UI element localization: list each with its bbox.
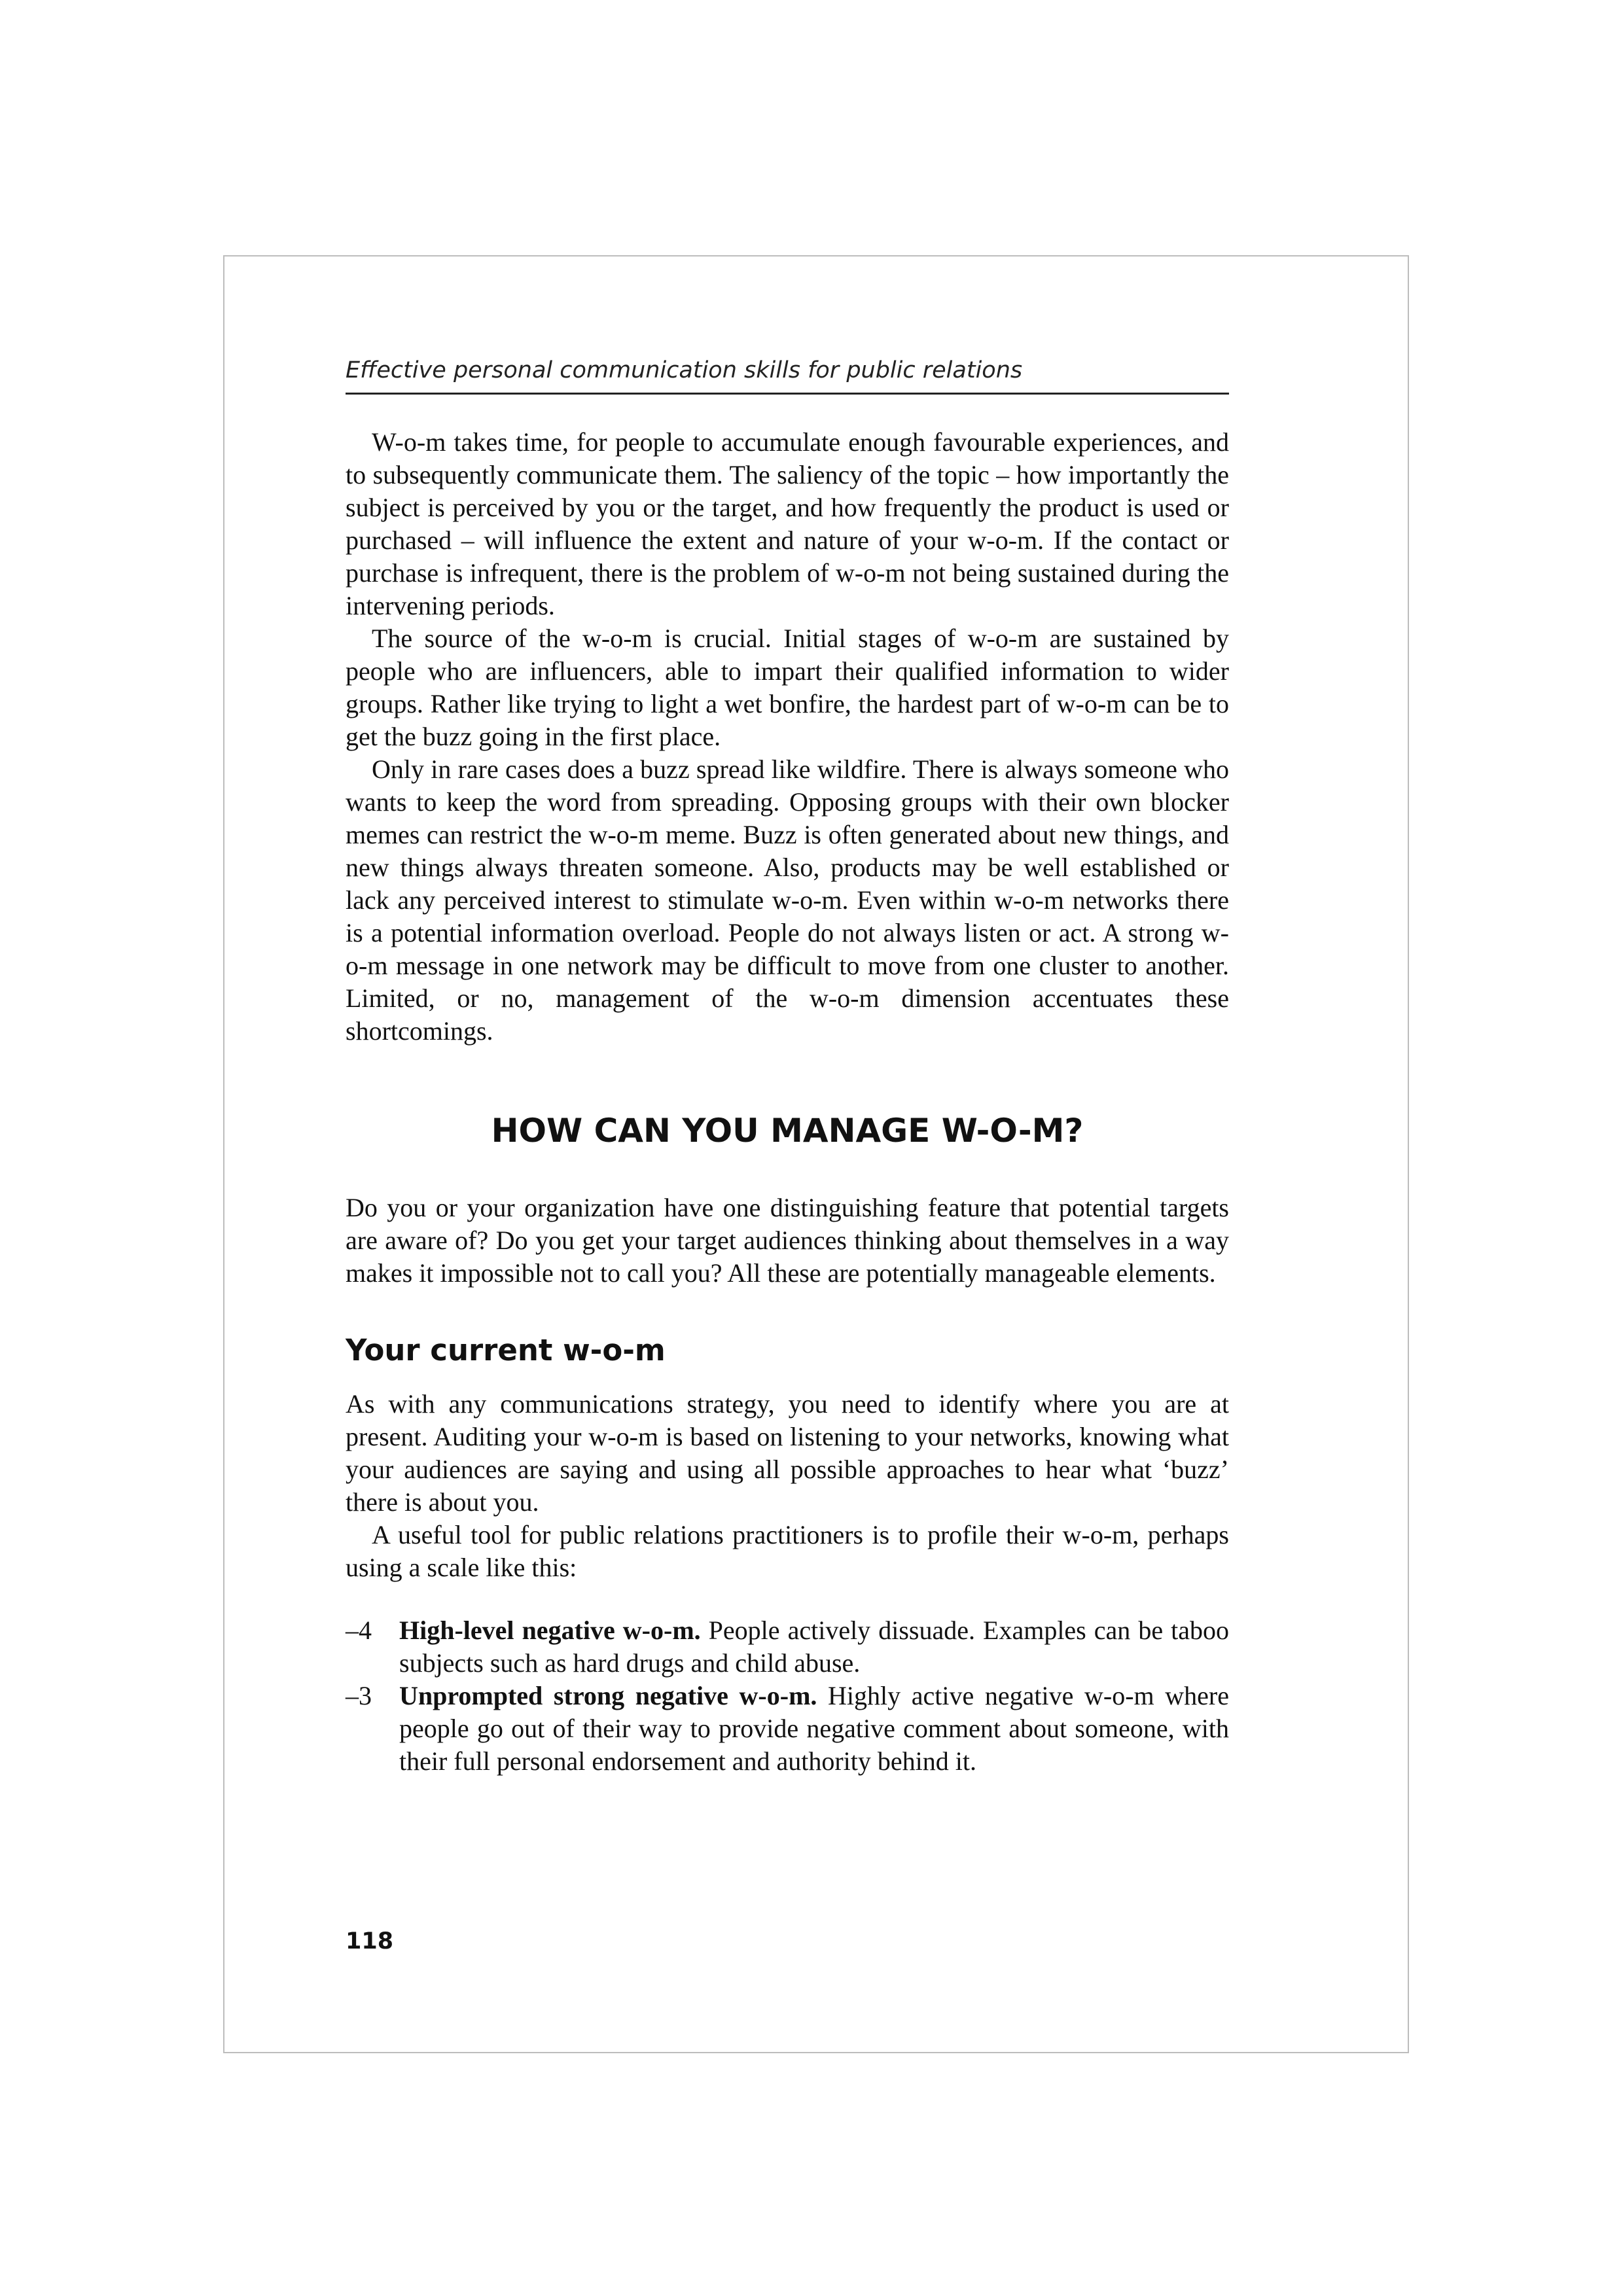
running-head: Effective personal communication skills for public relations [346,351,1229,395]
paragraph: As with any communications strategy, you need to identify where you are at present. Auditing your w-o-m is based on listening to your networks, knowing what your audiences are saying and using all possible approaches to hear what ‘buzz’ there is about you. [346,1389,1229,1517]
page-number: 118 [346,1928,394,1954]
scale-number: –3 [346,1681,372,1710]
subheading: Your current w-o-m [346,1333,666,1368]
scale-description [399,1614,1229,1680]
body-text-top [346,426,1229,1048]
page-content [346,351,1229,1778]
paragraph: W-o-m takes time, for people to accumulate enough favourable experiences, and to subsequently communicate them. The saliency of the topic – how importantly the subject is perceived by you or the target, and how frequently the product is used or purchased – will influence the extent and nature of your w-o-m. If the contact or purchase is infrequent, there is the problem of w-o-m not being sustained during the intervening periods. [346,427,1229,620]
section-intro-paragraph: Do you or your organization have one distinguishing feature that potential targets are aware of? Do you get your target audiences thinking about themselves in a way makes it impossible not to call you? All these are potentially manageable elements. [346,1193,1229,1288]
scale-term: High-level negative w-o-m. [399,1616,701,1645]
scale-term: Unprompted strong negative w-o-m. [399,1681,817,1710]
section-heading: HOW CAN YOU MANAGE W-O-M? [491,1112,1084,1150]
wom-scale-list [346,1614,1229,1778]
scale-term-text: Highly active negative w-o-m where people go out of their way to provide negative comment about someone, with their full personal endorsement and authority behind it. [399,1681,1229,1776]
scale-description [399,1680,1229,1778]
scale-item [346,1614,1229,1680]
scale-item [346,1680,1229,1778]
paragraph: Only in rare cases does a buzz spread like wildfire. There is always someone who wants to keep the word from spreading. Opposing groups with their own blocker memes can restrict the w-o-m meme. Buzz is often generated about new things, and new things always threaten someone. Also, products may be well established or lack any perceived interest to stimulate w-o-m. Even within w-o-m networks there is a potential information overload. People do not always listen or act. A strong w-o-m message in one network may be difficult to move from one cluster to another. Limited, or no, management of the w-o-m dimension accentuates these shortcomings. [346,754,1229,1046]
scale-term-text: People actively dissuade. Examples can be taboo subjects such as hard drugs and child abuse. [399,1616,1229,1678]
paragraph: A useful tool for public relations practitioners is to profile their w-o-m, perhaps using a scale like this: [346,1520,1229,1582]
scale-number: –4 [346,1616,372,1645]
paragraph: The source of the w-o-m is crucial. Initial stages of w-o-m are sustained by people who are influencers, able to impart their qualified information to wider groups. Rather like trying to light a wet bonfire, the hardest part of w-o-m can be to get the buzz going in the first place. [346,624,1229,751]
